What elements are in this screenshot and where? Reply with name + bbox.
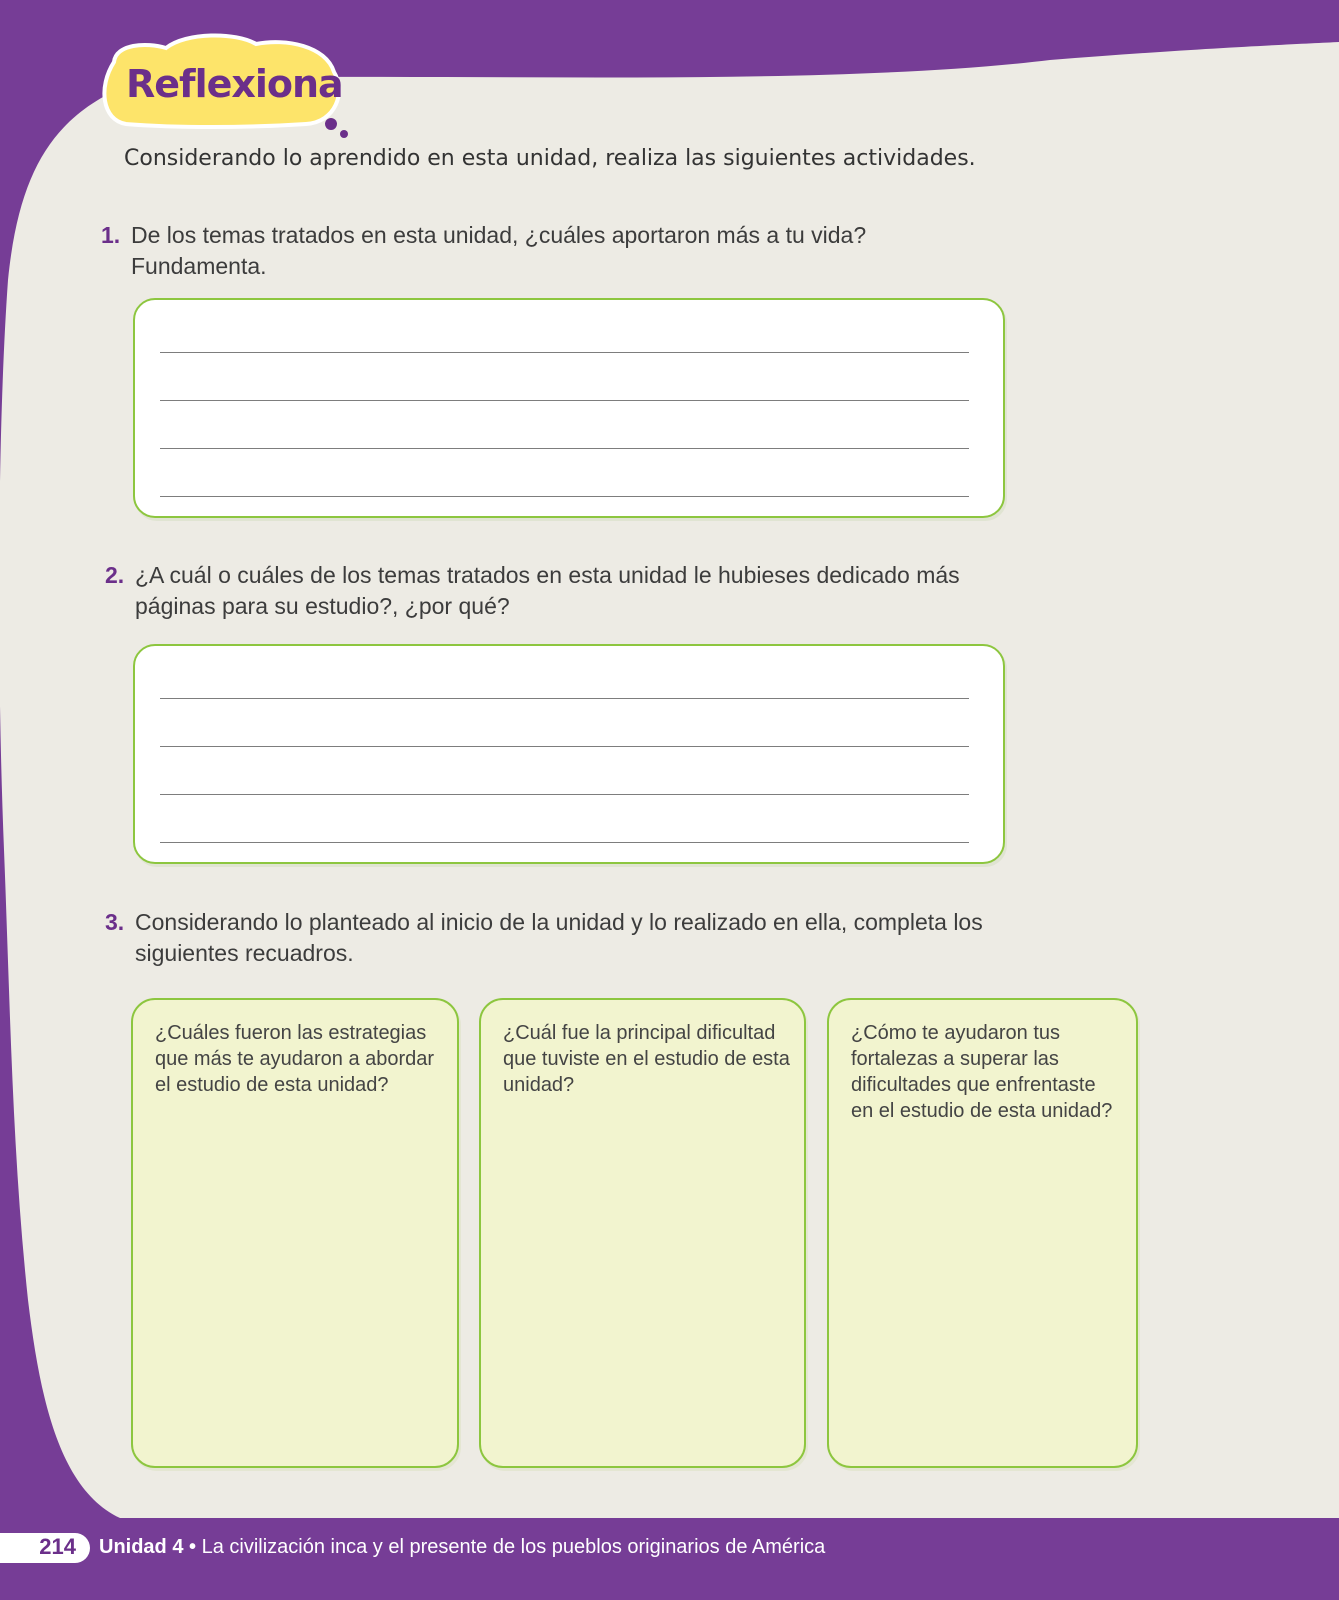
question-3 (105, 907, 1035, 969)
question-text: Considerando lo planteado al inicio de la unidad y lo realizado en ella, completa los siguientes recuadros. (135, 909, 983, 966)
footer-unit-info (99, 1536, 825, 1559)
page-number: 214 (39, 1534, 76, 1559)
intro-text: Considerando lo aprendido en esta unidad, realiza las siguientes actividades. (124, 146, 976, 171)
question-number: 3. (105, 909, 125, 935)
reflection-prompt: ¿Cómo te ayudaron tus fortalezas a superar las dificultades que enfrentaste en el estudio de esta unidad? (851, 1022, 1113, 1122)
answer-line (160, 352, 969, 353)
footer-separator: • (189, 1536, 197, 1558)
reflection-box-strategies[interactable] (131, 998, 459, 1468)
question-1 (101, 220, 1031, 282)
page-number-tab (0, 1533, 90, 1563)
answer-line (160, 698, 969, 699)
reflection-prompt: ¿Cuáles fueron las estrategias que más te ayudaron a abordar el estudio de esta unidad? (155, 1022, 435, 1096)
question-number: 2. (105, 562, 125, 588)
answer-box-2[interactable] (133, 644, 1005, 864)
answer-line (160, 496, 969, 497)
reflection-box-difficulty[interactable] (479, 998, 806, 1468)
question-number: 1. (101, 222, 121, 248)
footer-unit-title: La civilización inca y el presente de los pueblos originarios de América (201, 1536, 826, 1558)
answer-box-1[interactable] (133, 298, 1005, 518)
question-2 (105, 560, 1035, 622)
answer-line (160, 448, 969, 449)
answer-line (160, 400, 969, 401)
reflection-box-strengths[interactable] (827, 998, 1138, 1468)
answer-line (160, 794, 969, 795)
section-title: Reflexiona (126, 62, 343, 106)
reflection-prompt: ¿Cuál fue la principal dificultad que tuviste en el estudio de esta unidad? (503, 1022, 790, 1096)
footer-unit-label: Unidad 4 (99, 1536, 184, 1558)
question-text: ¿A cuál o cuáles de los temas tratados en esta unidad le hubieses dedicado más páginas para su estudio?, ¿por qué? (135, 562, 960, 619)
question-text: De los temas tratados en esta unidad, ¿cuáles aportaron más a tu vida? Fundamenta. (131, 222, 867, 279)
answer-line (160, 746, 969, 747)
answer-line (160, 842, 969, 843)
